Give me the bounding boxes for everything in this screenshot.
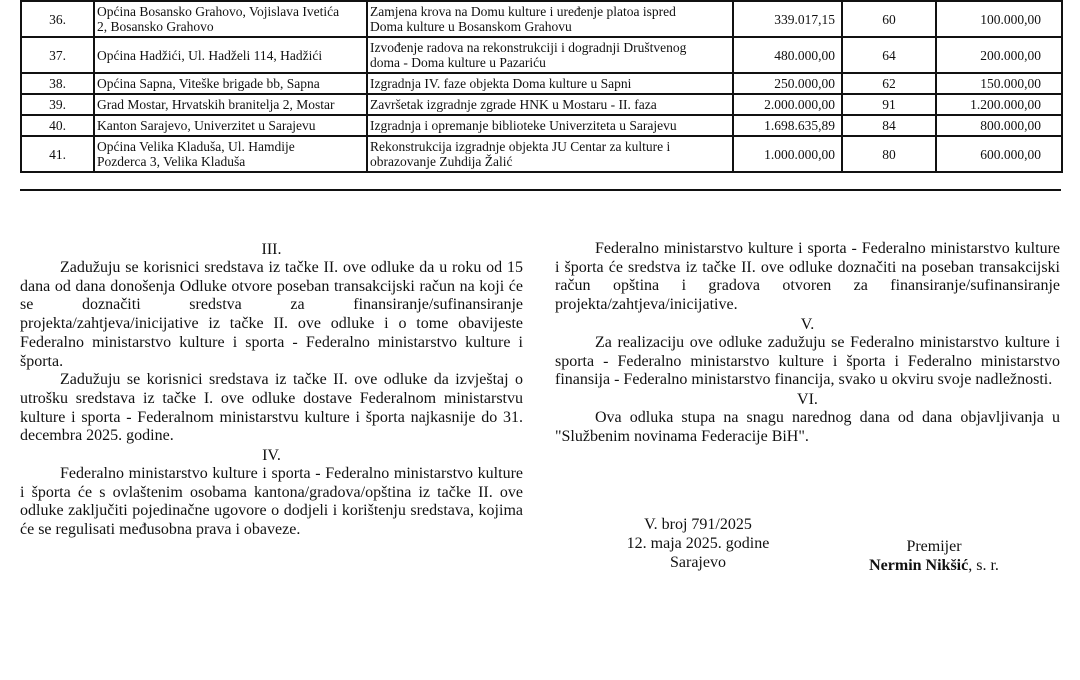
section-iv-paragraph-1: Federalno ministarstvo kulture i sporta - Federalno ministarstvo kulture i športa će s ovlaštenim osobama kantona/gradova/opština iz tačke II. ove odluke zaključiti pojedinačne ugovore o dodjeli i korištenju sredstava, kojima će se regulisati međusobna prava i obaveze. (20, 465, 523, 539)
table-row (21, 115, 1062, 136)
project-cell (367, 94, 733, 115)
applicant-cell (94, 115, 367, 136)
grants-table (20, 0, 1063, 173)
row-number-cell: 37. (21, 37, 94, 73)
applicant-cell-line: Općina Bosansko Grahovo, Vojislava Ivetića (97, 4, 340, 19)
approved-amount-cell: 200.000,00 (936, 37, 1062, 73)
project-cell-line: Izgradnja i opremanje biblioteke Univerziteta u Sarajevu (370, 118, 677, 133)
section-iv-paragraph-2: Federalno ministarstvo kulture i sporta - Federalno ministarstvo kulture i športa će sredstva iz tačke II. ove odluke doznačiti na poseban transakcijski račun opština i gradova otvoren za finansiranje/sufinansiranje projekta/zahtjeva/inicijative. (555, 240, 1060, 314)
table-row (21, 1, 1062, 37)
project-cell-line: Završetak izgradnje zgrade HNK u Mostaru - II. faza (370, 97, 657, 112)
table-row (21, 73, 1062, 94)
row-number-cell: 38. (21, 73, 94, 94)
table-row (21, 94, 1062, 115)
applicant-cell (94, 94, 367, 115)
approved-amount-cell: 1.200.000,00 (936, 94, 1062, 115)
signatory-name: Nermin Nikšić (869, 557, 969, 574)
project-value-cell: 339.017,15 (733, 1, 842, 37)
points-cell: 91 (842, 94, 936, 115)
points-cell: 62 (842, 73, 936, 94)
project-cell-line: obrazovanje Zuhdija Žalić (370, 154, 513, 169)
row-number-cell: 40. (21, 115, 94, 136)
right-column (555, 240, 1060, 446)
section-iii-paragraph-2: Zadužuju se korisnici sredstava iz tačke II. ove odluke da izvještaj o utrošku sredstava iz tačke I. ove odluke dostave Federalnom ministarstvu kulture i sporta - Federalnom ministarstvu kulture i športa najkasnije do 31. decembra 2025. godine. (20, 371, 523, 445)
section-heading-v: V. (800, 315, 815, 333)
project-cell-line: Izgradnja IV. faze objekta Doma kulture u Sapni (370, 76, 632, 91)
approved-amount-cell: 800.000,00 (936, 115, 1062, 136)
section-heading-iii: III. (261, 241, 282, 258)
project-cell-line: doma - Doma kulture u Pazariću (370, 55, 546, 70)
points-cell: 80 (842, 136, 936, 172)
applicant-cell (94, 1, 367, 37)
signatory-block (834, 537, 1034, 575)
section-vi-paragraph-1: Ova odluka stupa na snagu narednog dana od dana objavljivanja u "Službenim novinama Federacije BiH". (555, 408, 1060, 445)
project-value-cell: 1.698.635,89 (733, 115, 842, 136)
project-cell (367, 1, 733, 37)
applicant-cell-line: Pozderca 3, Velika Kladuša (97, 154, 246, 169)
project-cell (367, 37, 733, 73)
signatory-title: Premijer (906, 538, 962, 555)
table-row (21, 37, 1062, 73)
signatory-line (834, 556, 1034, 575)
section-heading-iv: IV. (262, 447, 281, 465)
approved-amount-cell: 600.000,00 (936, 136, 1062, 172)
signatory-suffix: , s. r. (968, 557, 999, 574)
points-cell: 60 (842, 1, 936, 37)
decision-number: V. broj 791/2025 (644, 516, 752, 533)
section-iii-paragraph-1: Zadužuju se korisnici sredstava iz tačke II. ove odluke da u roku od 15 dana od dana donošenja Odluke otvore poseban transakcijski račun na koji će se doznačiti sredstva za finansiranje/sufinansiranje projekta/zahtjeva/inicijative iz tačke II. ove odluke i o tome obavijeste Federalno ministarstvo kulture i sporta - Federalno ministarstvo kulture i športa. (20, 259, 523, 370)
section-heading-vi: VI. (797, 390, 818, 408)
row-number-cell: 36. (21, 1, 94, 37)
table-bottom-rule (20, 189, 1061, 191)
applicant-cell (94, 136, 367, 172)
project-cell-line: Doma kulture u Bosanskom Grahovu (370, 19, 572, 34)
project-cell (367, 115, 733, 136)
project-value-cell: 2.000.000,00 (733, 94, 842, 115)
project-value-cell: 250.000,00 (733, 73, 842, 94)
points-cell: 84 (842, 115, 936, 136)
applicant-cell-line: Općina Sapna, Viteške brigade bb, Sapna (97, 76, 320, 91)
left-column (20, 240, 523, 540)
applicant-cell-line: Općina Velika Kladuša, Ul. Hamdije (97, 139, 295, 154)
applicant-cell (94, 37, 367, 73)
decision-place: Sarajevo (670, 554, 726, 571)
signature-reference-block (598, 515, 798, 572)
project-cell (367, 136, 733, 172)
grants-table-body (21, 1, 1062, 172)
project-value-cell: 480.000,00 (733, 37, 842, 73)
row-number-cell: 41. (21, 136, 94, 172)
applicant-cell-line: Kanton Sarajevo, Univerzitet u Sarajevu (97, 118, 316, 133)
row-number-cell: 39. (21, 94, 94, 115)
project-cell-line: Izvođenje radova na rekonstrukciji i dogradnji Društvenog (370, 40, 687, 55)
applicant-cell (94, 73, 367, 94)
project-cell (367, 73, 733, 94)
project-cell-line: Zamjena krova na Domu kulture i uređenje platoa ispred (370, 4, 676, 19)
applicant-cell-line: Grad Mostar, Hrvatskih branitelja 2, Mostar (97, 97, 335, 112)
applicant-cell-line: Općina Hadžići, Ul. Hadželi 114, Hadžići (97, 47, 323, 63)
points-cell: 64 (842, 37, 936, 73)
applicant-cell-line: 2, Bosansko Grahovo (97, 19, 214, 34)
decision-date: 12. maja 2025. godine (626, 535, 770, 552)
table-row (21, 136, 1062, 172)
section-v-paragraph-1: Za realizaciju ove odluke zadužuju se Federalno ministarstvo kulture i sporta - Federalno ministarstvo kulture i športa i Federalno ministarstvo finansija - Federalno ministarstvo financija, svako u okviru svoje nadležnosti. (555, 333, 1060, 389)
approved-amount-cell: 150.000,00 (936, 73, 1062, 94)
project-cell-line: Rekonstrukcija izgradnje objekta JU Centar za kulture i (370, 139, 671, 154)
approved-amount-cell: 100.000,00 (936, 1, 1062, 37)
project-value-cell: 1.000.000,00 (733, 136, 842, 172)
